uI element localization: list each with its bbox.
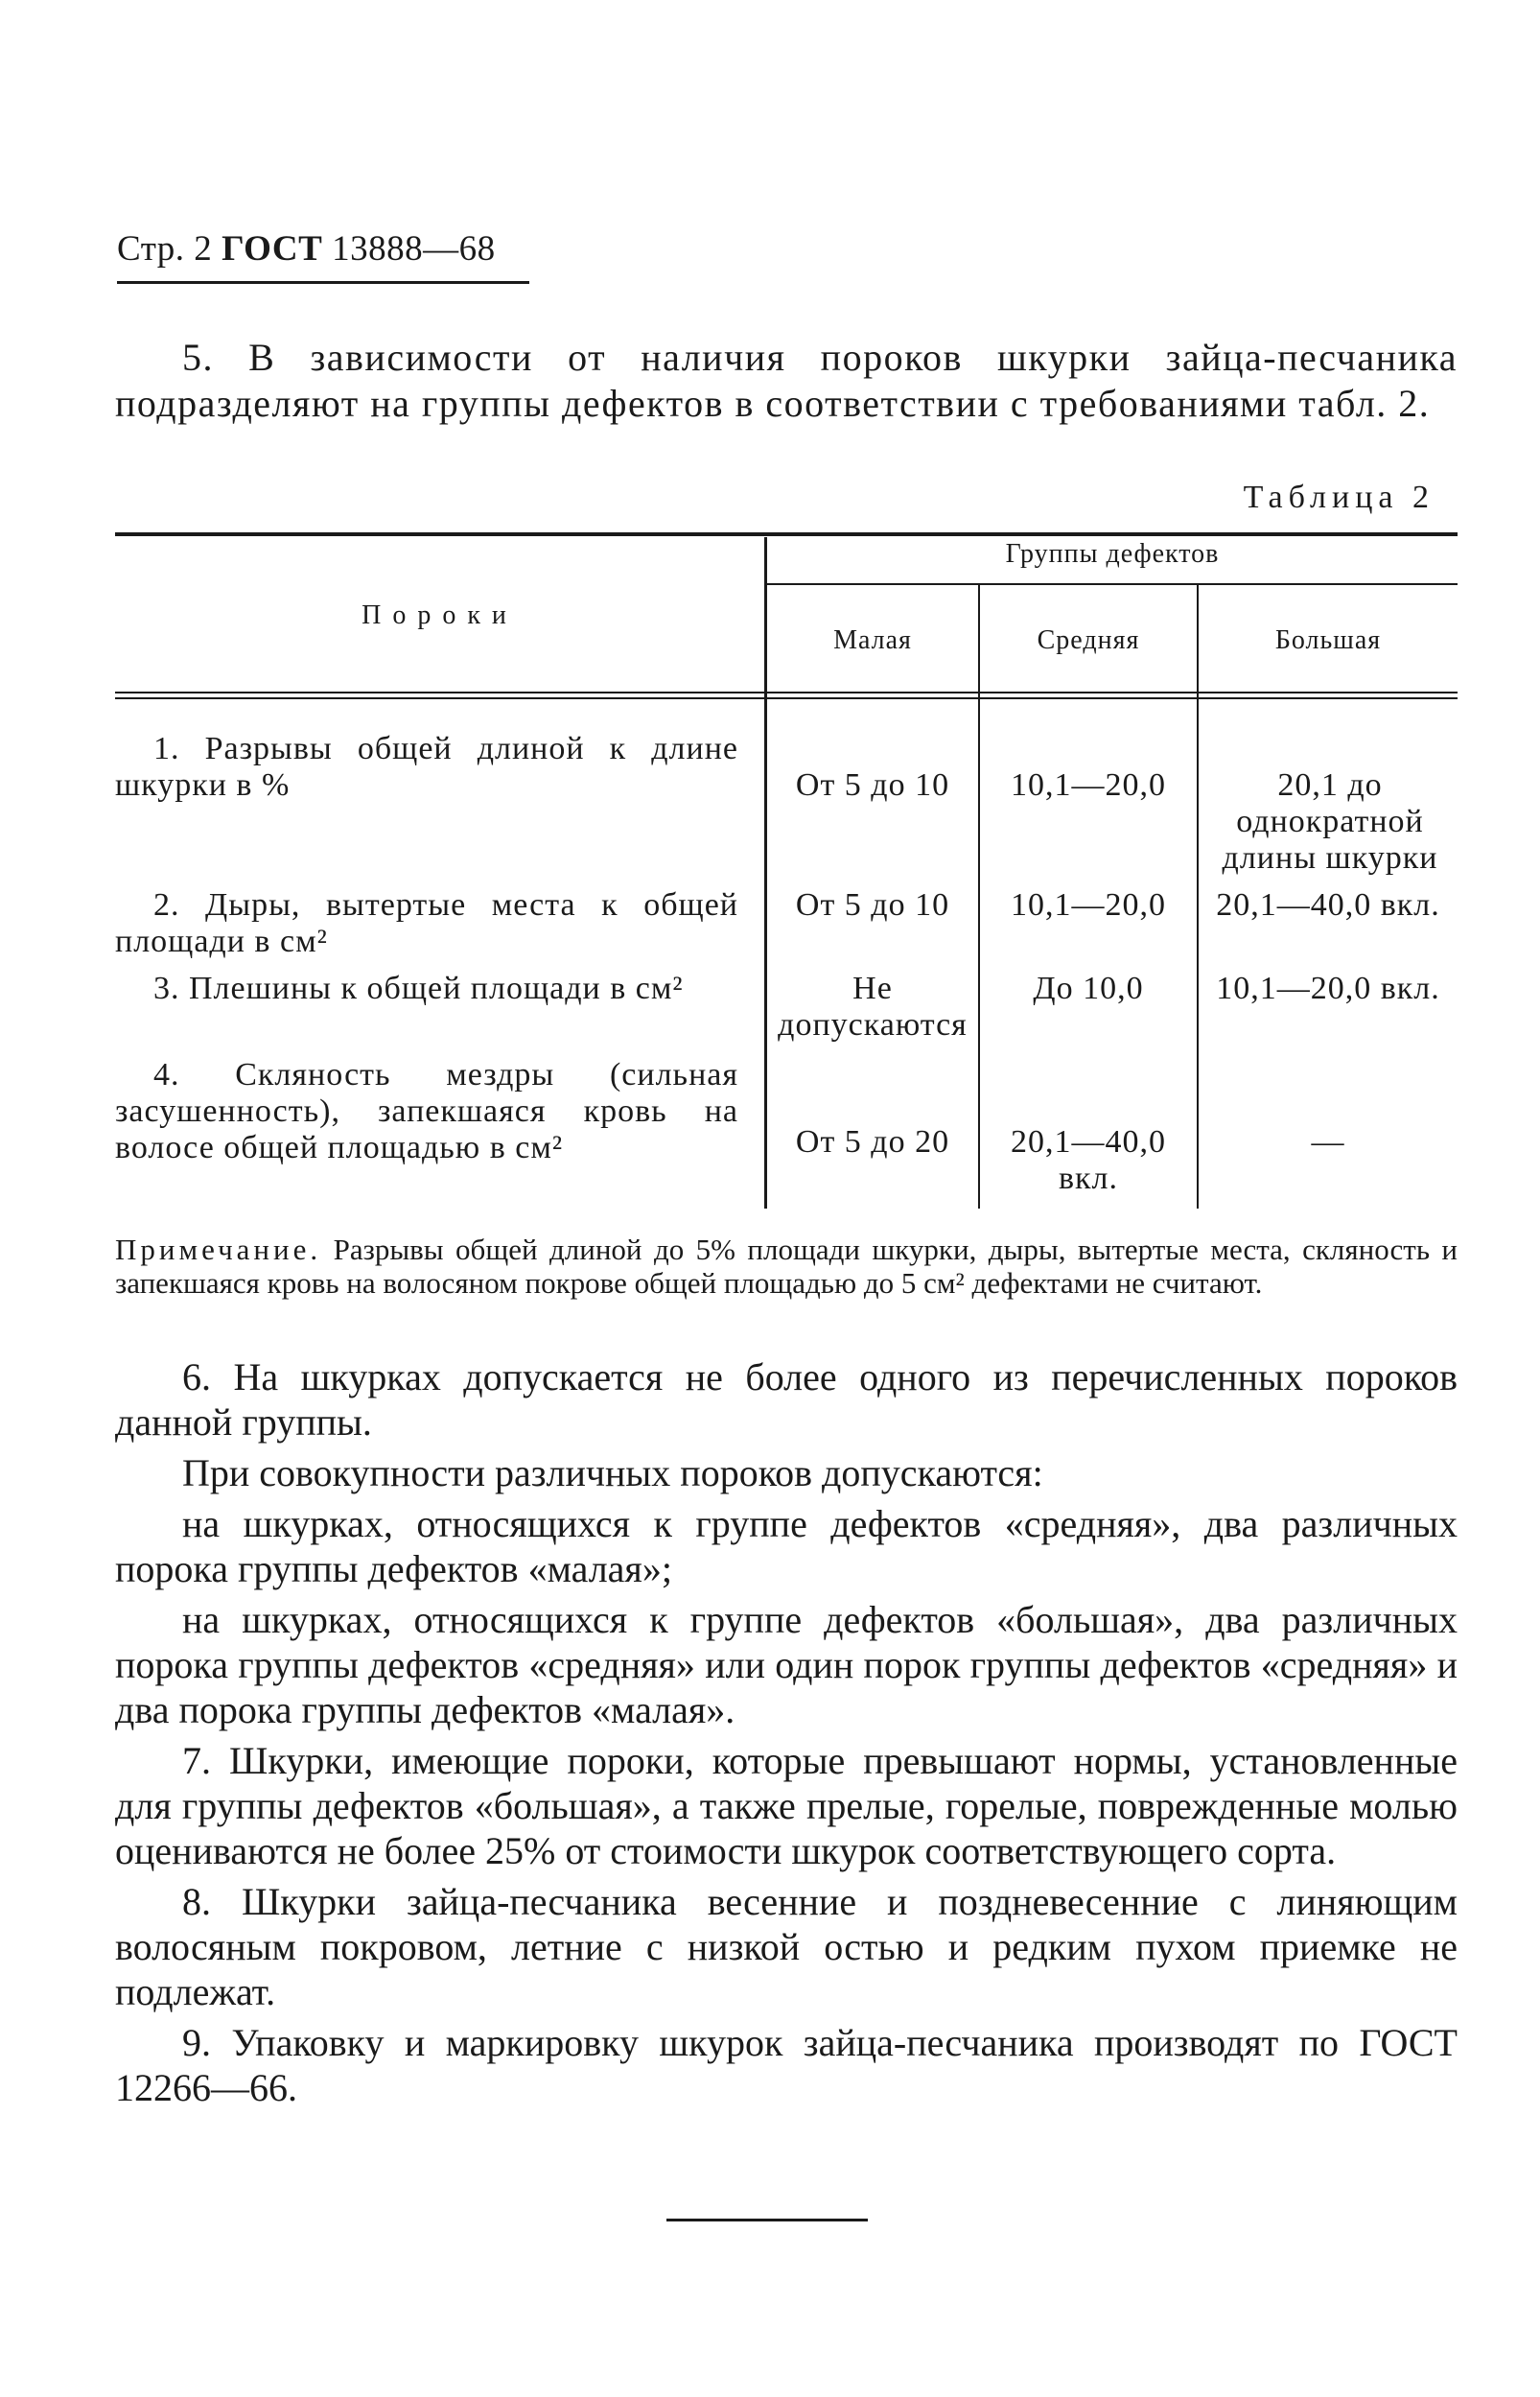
paragraph-7: 7. Шкурки, имеющие пороки, которые превышают нормы, установленные для группы дефектов «большая», а также прелые, горелые, поврежденные молью оцениваются не более 25% от стоимости шкурок соответствующего сорта.: [115, 1739, 1458, 1872]
row-1-defect: 1. Разрывы общей длиной к длине шкурки в %: [115, 731, 738, 803]
note-heading: Примечание.: [115, 1233, 322, 1266]
paragraph-8: 8. Шкурки зайца-песчаника весенние и поздневесенние с линяющим волосяным покровом, летние с низкой остью и редким пухом приемке не подлежат.: [115, 1880, 1458, 2013]
row-4-large: —: [1311, 1124, 1345, 1160]
header-defects: Пороки: [362, 600, 518, 630]
header-defect-groups: Группы дефектов: [1005, 539, 1220, 569]
paragraph-large-group: на шкурках, относящихся к группе дефектов «большая», два различных порока группы дефектов «средняя» или один порок группы дефектов «средняя» и два порока группы дефектов «малая».: [115, 1598, 1458, 1731]
row-4-defect: 4. Скляность мездры (сильная засушенность), запекшаяся кровь на волосе общей площадью в см²: [115, 1057, 738, 1165]
row-3-defect: 3. Плешины к общей площади в см²: [153, 971, 684, 1006]
paragraph-combination: При совокупности различных пороков допускаются:: [182, 1451, 1043, 1494]
row-3-medium: До 10,0: [1033, 971, 1144, 1006]
row-1-large: 20,1 до однократной длины шкурки: [1222, 767, 1438, 876]
page-number: Стр. 2: [117, 229, 213, 269]
table-note: [115, 1233, 1458, 1300]
row-2-large: 20,1—40,0 вкл.: [1216, 887, 1440, 923]
end-rule: [666, 2219, 868, 2221]
row-4-small: От 5 до 20: [795, 1124, 950, 1160]
groups-rule: [767, 583, 1458, 585]
row-2-small: От 5 до 10: [795, 887, 950, 923]
paragraph-medium-group: на шкурках, относящихся к группе дефектов «средняя», два различных порока группы дефектов «малая»;: [115, 1502, 1458, 1590]
header-bottom-rule-2: [115, 697, 1458, 699]
header-rule: [117, 281, 529, 284]
body-text: [115, 1354, 1458, 2116]
table-caption: Таблица 2: [1243, 480, 1435, 515]
paragraph-9: 9. Упаковку и маркировку шкурок зайца-песчаника производят по ГОСТ 12266—66.: [115, 2021, 1458, 2109]
note-text: Разрывы общей длиной до 5% площади шкурки, дыры, вытертые места, скляность и запекшаяся кровь на волосяном покрове общей площадью до 5 см² дефектами не считают.: [115, 1233, 1458, 1300]
paragraph-5: 5. В зависимости от наличия пороков шкурки зайца-песчаника подразделяют на группы дефектов в соответствии с требованиями табл. 2.: [115, 336, 1458, 425]
row-1-small: От 5 до 10: [795, 767, 950, 803]
standard-label: ГОСТ: [222, 229, 323, 269]
standard-number: 13888—68: [332, 229, 496, 269]
row-3-large: 10,1—20,0 вкл.: [1216, 971, 1440, 1006]
row-4-medium: 20,1—40,0 вкл.: [1011, 1124, 1166, 1196]
paragraph-6: 6. На шкурках допускается не более одного из перечисленных пороков данной группы.: [115, 1355, 1458, 1444]
row-2-defect: 2. Дыры, вытертые места к общей площади в см²: [115, 887, 738, 959]
table-top-rule: [115, 532, 1458, 536]
header-small: Малая: [833, 625, 912, 655]
row-2-medium: 10,1—20,0: [1011, 887, 1166, 923]
row-1-medium: 10,1—20,0: [1011, 767, 1166, 803]
header-large: Большая: [1274, 625, 1382, 655]
row-3-small: Не допускаются: [778, 971, 968, 1043]
header-medium: Средняя: [1037, 625, 1140, 655]
header-bottom-rule: [115, 692, 1458, 693]
page-header: [117, 228, 496, 270]
